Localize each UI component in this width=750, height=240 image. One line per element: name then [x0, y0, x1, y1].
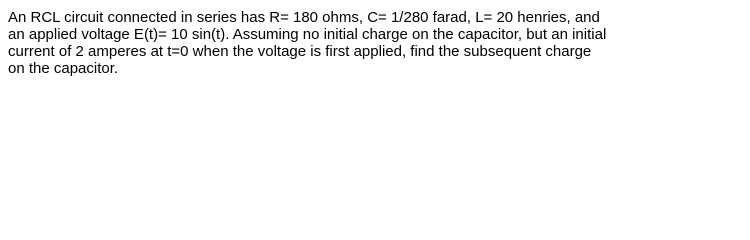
problem-line-4: on the capacitor.: [8, 60, 119, 77]
problem-line-3: current of 2 amperes at t=0 when the voltage is first applied, find the subsequent charge: [8, 43, 592, 60]
problem-line-1: An RCL circuit connected in series has R= 180 ohms, C= 1/280 farad, L= 20 henries, and: [8, 9, 600, 26]
problem-line-2: an applied voltage E(t)= 10 sin(t). Assuming no initial charge on the capacitor, but an initial: [8, 26, 607, 43]
problem-statement: [8, 9, 744, 77]
